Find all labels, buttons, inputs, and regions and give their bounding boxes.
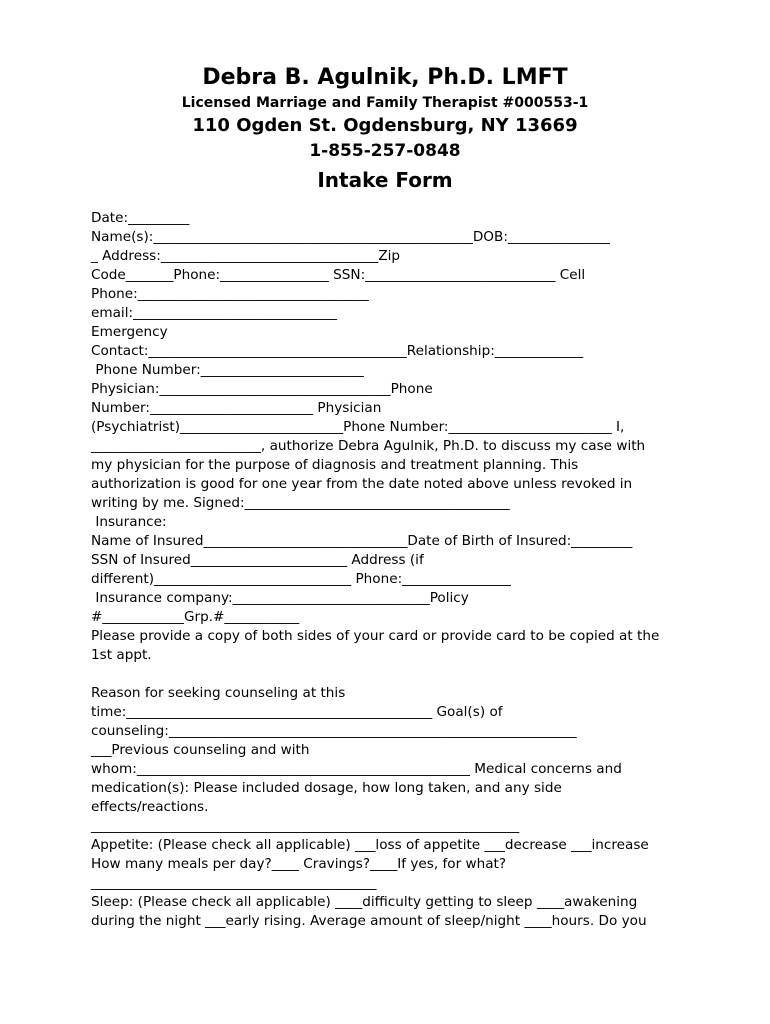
- form-line: _ Address:________________________________Zip: [91, 248, 401, 264]
- office-phone: 1-855-257-0848: [309, 141, 461, 161]
- form-line: __________________________________________: [91, 875, 377, 891]
- form-line: email:______________________________: [91, 305, 337, 321]
- form-line: 1st appt.: [91, 647, 152, 663]
- form-line: different)_____________________________ Phone:________________: [91, 571, 511, 587]
- form-line: Code_______Phone:________________ SSN:____________________________ Cell: [91, 267, 586, 283]
- letterhead: [0, 0, 770, 195]
- form-line: Emergency: [91, 324, 168, 340]
- form-line: Sleep: (Please check all applicable) ____difficulty getting to sleep ____awakening: [91, 894, 638, 910]
- form-line: authorization is good for one year from the date noted above unless revoked in: [91, 476, 633, 492]
- form-line: Date:_________: [91, 210, 190, 226]
- form-line: Appetite: (Please check all applicable) ___loss of appetite ___decrease ___increase: [91, 837, 649, 853]
- form-line: Please provide a copy of both sides of your card or provide card to be copied at the: [91, 628, 660, 644]
- form-line: Insurance company:_____________________________Policy: [91, 590, 469, 606]
- form-line: Contact:______________________________________Relationship:_____________: [91, 343, 584, 359]
- form-line: time:_____________________________________________ Goal(s) of: [91, 704, 503, 720]
- form-line: SSN of Insured_______________________ Address (if: [91, 552, 424, 568]
- form-line: Physician:__________________________________Phone: [91, 381, 433, 397]
- form-line: Number:________________________ Physician: [91, 400, 382, 416]
- form-line: [91, 665, 691, 684]
- form-line: medication(s): Please included dosage, how long taken, and any side: [91, 780, 562, 796]
- form-line: How many meals per day?____ Cravings?____If yes, for what?: [91, 856, 507, 872]
- license-line: Licensed Marriage and Family Therapist #000553-1: [181, 95, 589, 111]
- form-line: Reason for seeking counseling at this: [91, 685, 346, 701]
- form-body: [91, 209, 691, 931]
- form-line: Name of Insured______________________________Date of Birth of Insured:_________: [91, 533, 633, 549]
- form-line: writing by me. Signed:_______________________________________: [91, 495, 510, 511]
- form-line: my physician for the purpose of diagnosis and treatment planning. This: [91, 457, 579, 473]
- form-line: Phone Number:________________________: [91, 362, 364, 378]
- form-line: during the night ___early rising. Average amount of sleep/night ____hours. Do you: [91, 913, 647, 929]
- form-line: _________________________, authorize Debra Agulnik, Ph.D. to discuss my case with: [91, 438, 646, 454]
- form-line: (Psychiatrist)________________________Phone Number:________________________ I,: [91, 419, 625, 435]
- therapist-name: Debra B. Agulnik, Ph.D. LMFT: [202, 65, 568, 90]
- form-line: Name(s):_______________________________________________DOB:_______________: [91, 229, 610, 245]
- form-line: ___Previous counseling and with: [91, 742, 310, 758]
- form-line: Phone:__________________________________: [91, 286, 369, 302]
- form-line: counseling:____________________________________________________________: [91, 723, 577, 739]
- form-line: #____________Grp.#___________: [91, 609, 300, 625]
- form-title: Intake Form: [317, 168, 453, 192]
- form-line: effects/reactions.: [91, 799, 209, 815]
- form-line: _______________________________________________________________: [91, 818, 520, 834]
- office-address: 110 Ogden St. Ogdensburg, NY 13669: [192, 115, 578, 136]
- form-line: whom:_________________________________________________ Medical concerns and: [91, 761, 622, 777]
- form-line: Insurance:: [91, 514, 167, 530]
